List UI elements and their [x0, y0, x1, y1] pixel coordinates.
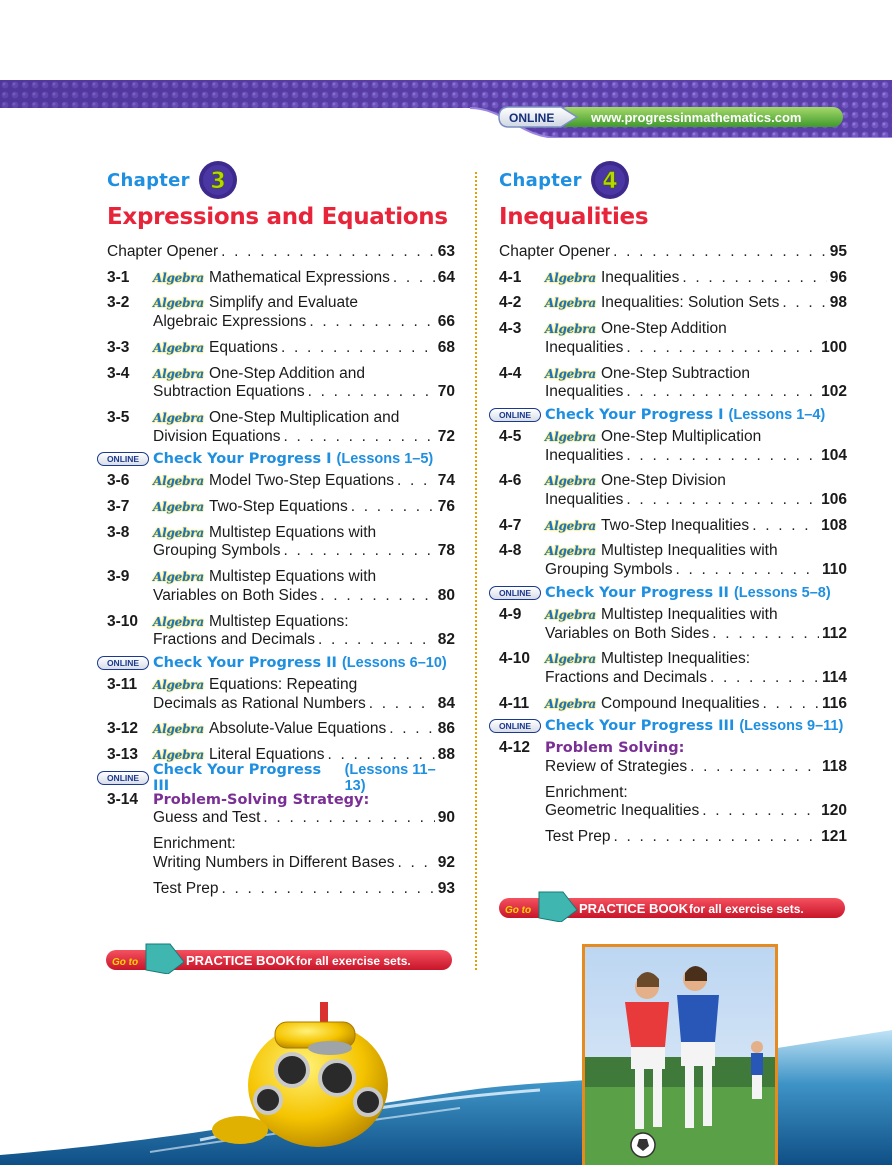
toc-entry-lesson[interactable]: 4-6 Algebra One-Step Division Inequalities . . . 106: [499, 472, 847, 509]
toc-entry-lesson[interactable]: 3-1 Algebra Mathematical Expressions . . . 64: [107, 269, 455, 288]
online-pill: ONLINE: [489, 408, 541, 422]
toc-entry-lesson[interactable]: 4-7 Algebra Two-Step Inequalities . . . 108: [499, 517, 847, 536]
toc-entry-lesson[interactable]: 4-10 Algebra Multistep Inequalities: Fractions and Decimals . . . 114: [499, 650, 847, 687]
algebra-icon: Algebra: [153, 525, 204, 540]
algebra-icon: Algebra: [545, 696, 596, 711]
algebra-icon: Algebra: [153, 296, 204, 311]
chapter-3-column: [107, 160, 455, 898]
algebra-icon: Algebra: [545, 652, 596, 667]
check-your-progress-link[interactable]: ONLINE Check Your Progress II (Lessons 5–8): [489, 580, 847, 606]
go-to-label: Go to: [505, 905, 532, 916]
practice-book-banner[interactable]: [106, 940, 454, 974]
algebra-icon: Algebra: [545, 270, 596, 285]
practice-book-note: for all exercise sets.: [689, 902, 804, 916]
toc-entry-lesson[interactable]: 3-9 Algebra Multistep Equations with Variables on Both Sides . . . 80: [107, 568, 455, 605]
toc-entry-lesson[interactable]: 3-12 Algebra Absolute-Value Equations . . . 86: [107, 720, 455, 739]
toc-entry-test-prep[interactable]: Test Prep . . . 121: [499, 828, 847, 847]
algebra-icon: Algebra: [545, 474, 596, 489]
online-url-text[interactable]: www.progressinmathematics.com: [591, 110, 802, 125]
toc-entry-lesson[interactable]: 4-1 Algebra Inequalities . . . 96: [499, 269, 847, 288]
algebra-icon: Algebra: [153, 366, 204, 381]
algebra-icon: Algebra: [153, 500, 204, 515]
chapter-label: Chapter: [499, 169, 582, 191]
go-to-label: Go to: [112, 957, 139, 968]
algebra-icon: Algebra: [153, 677, 204, 692]
check-your-progress-link[interactable]: ONLINE Check Your Progress III (Lessons 11–13): [97, 765, 455, 791]
toc-entry-opener[interactable]: Chapter Opener . . . 63: [107, 243, 455, 262]
toc-entry-lesson[interactable]: 4-11 Algebra Compound Inequalities . . . 116: [499, 695, 847, 714]
chapter-3-heading: [107, 160, 455, 200]
algebra-icon: Algebra: [545, 296, 596, 311]
practice-book-note: for all exercise sets.: [296, 954, 411, 968]
practice-book-banner[interactable]: [499, 888, 847, 922]
chapter-label: Chapter: [107, 169, 190, 191]
toc-entry-lesson[interactable]: 3-5 Algebra One-Step Multiplication and Division Equations . . . 72: [107, 409, 455, 446]
toc-entry-enrichment[interactable]: Enrichment: Geometric Inequalities . . . 120: [499, 784, 847, 821]
online-pill: ONLINE: [489, 586, 541, 600]
toc-entry-lesson[interactable]: 4-9 Algebra Multistep Inequalities with Variables on Both Sides . . . 112: [499, 606, 847, 643]
check-your-progress-link[interactable]: ONLINE Check Your Progress I (Lessons 1–5): [97, 446, 455, 472]
toc-entry-lesson[interactable]: 4-5 Algebra One-Step Multiplication Inequalities . . . 104: [499, 428, 847, 465]
algebra-icon: Algebra: [153, 748, 204, 763]
toc-entry-lesson[interactable]: 3-4 Algebra One-Step Addition and Subtraction Equations . . . 70: [107, 365, 455, 402]
toc-entry-lesson[interactable]: 3-13 Algebra Literal Equations . . . 88: [107, 746, 455, 765]
toc-entry-test-prep[interactable]: Test Prep . . . 93: [107, 880, 455, 899]
chapter-number-badge: [198, 160, 238, 200]
algebra-icon: Algebra: [545, 366, 596, 381]
online-pill: ONLINE: [489, 719, 541, 733]
chapter-title: Expressions and Equations: [107, 204, 448, 230]
algebra-icon: Algebra: [545, 544, 596, 559]
algebra-icon: Algebra: [545, 607, 596, 622]
algebra-icon: Algebra: [545, 429, 596, 444]
toc-entry-lesson[interactable]: 3-2 Algebra Simplify and Evaluate Algebraic Expressions . . . 66: [107, 294, 455, 331]
chapter-number: 4: [602, 169, 618, 194]
chapter-title: Inequalities: [499, 204, 649, 230]
algebra-icon: Algebra: [153, 614, 204, 629]
online-pill: ONLINE: [97, 656, 149, 670]
algebra-icon: Algebra: [153, 410, 204, 425]
check-your-progress-link[interactable]: ONLINE Check Your Progress I (Lessons 1–4): [489, 402, 847, 428]
algebra-icon: Algebra: [153, 270, 204, 285]
toc-entry-lesson[interactable]: 4-4 Algebra One-Step Subtraction Inequalities . . . 102: [499, 365, 847, 402]
toc-list: [107, 243, 455, 898]
algebra-icon: Algebra: [545, 322, 596, 337]
online-pill: ONLINE: [97, 452, 149, 466]
practice-book-label: PRACTICE BOOK: [186, 953, 296, 968]
algebra-icon: Algebra: [153, 340, 204, 355]
algebra-icon: Algebra: [153, 474, 204, 489]
algebra-icon: Algebra: [153, 722, 204, 737]
toc-entry-lesson[interactable]: 4-3 Algebra One-Step Addition Inequalities . . . 100: [499, 320, 847, 357]
chapter-number-badge: [590, 160, 630, 200]
chapter-4-column: [499, 160, 847, 847]
toc-entry-opener[interactable]: Chapter Opener . . . 95: [499, 243, 847, 262]
submarine-icon: [212, 1002, 388, 1147]
toc-entry-lesson[interactable]: 3-3 Algebra Equations . . . 68: [107, 339, 455, 358]
online-pill: ONLINE: [97, 771, 149, 785]
check-your-progress-link[interactable]: ONLINE Check Your Progress II (Lessons 6–10): [97, 650, 455, 676]
column-divider: [475, 172, 477, 970]
algebra-icon: Algebra: [545, 518, 596, 533]
toc-entry-enrichment[interactable]: Enrichment: Writing Numbers in Different Bases . . . 92: [107, 835, 455, 872]
toc-entry-strategy[interactable]: 3-14 Problem-Solving Strategy: Guess and Test . . . 90: [107, 791, 455, 828]
chapter-number: 3: [210, 169, 226, 194]
algebra-icon: Algebra: [153, 570, 204, 585]
toc-entry-lesson[interactable]: 3-10 Algebra Multistep Equations: Fractions and Decimals . . . 82: [107, 613, 455, 650]
toc-entry-lesson[interactable]: 3-7 Algebra Two-Step Equations . . . 76: [107, 498, 455, 517]
toc-entry-strategy[interactable]: 4-12 Problem Solving: Review of Strategies . . . 118: [499, 739, 847, 776]
online-url-banner[interactable]: [497, 104, 845, 130]
background-player: [751, 1041, 763, 1099]
toc-entry-lesson[interactable]: 3-8 Algebra Multistep Equations with Grouping Symbols . . . 78: [107, 524, 455, 561]
soccer-photo: [582, 944, 778, 1165]
toc-entry-lesson[interactable]: 3-6 Algebra Model Two-Step Equations . . . 74: [107, 472, 455, 491]
toc-entry-lesson[interactable]: 4-8 Algebra Multistep Inequalities with Grouping Symbols . . . 110: [499, 542, 847, 579]
toc-list: [499, 243, 847, 847]
online-pill-label: ONLINE: [509, 111, 555, 125]
toc-entry-lesson[interactable]: 3-11 Algebra Equations: Repeating Decimals as Rational Numbers . . . 84: [107, 676, 455, 713]
toc-entry-lesson[interactable]: 4-2 Algebra Inequalities: Solution Sets . . . 98: [499, 294, 847, 313]
check-your-progress-link[interactable]: ONLINE Check Your Progress III (Lessons 9–11): [489, 713, 847, 739]
practice-book-label: PRACTICE BOOK: [579, 901, 689, 916]
chapter-4-heading: [499, 160, 847, 200]
